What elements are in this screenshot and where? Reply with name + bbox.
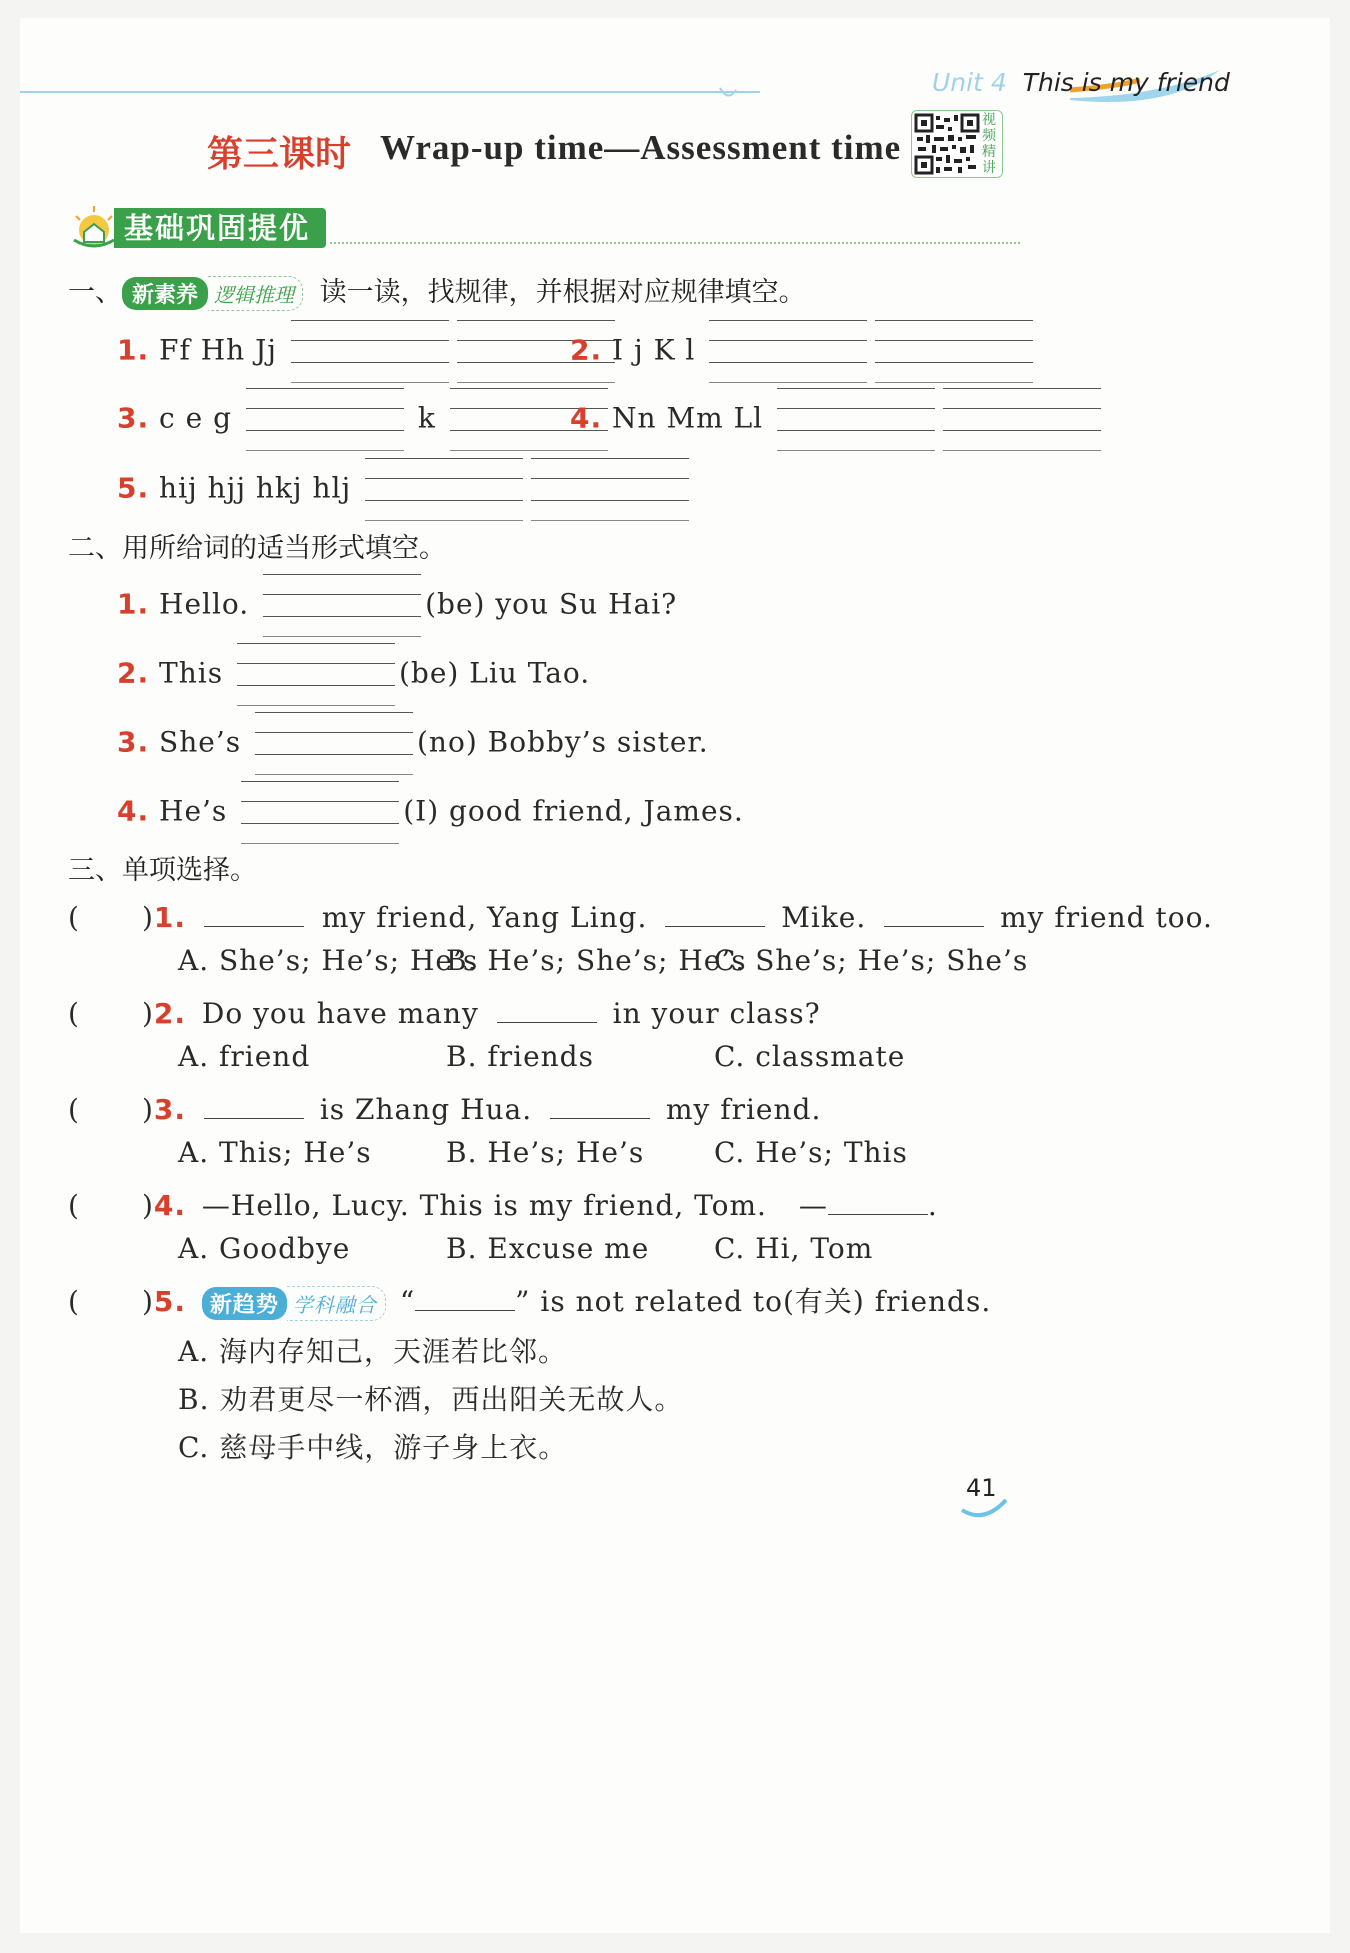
s3-q1-paren-open: ( [68, 901, 80, 934]
s2-item-1 [117, 574, 677, 638]
s3-q5-option-c[interactable]: C. 慈母手中线，游子身上衣。 [178, 1431, 568, 1464]
s2-item-2-blank[interactable] [237, 643, 395, 707]
s3-q4-blank[interactable] [828, 1184, 928, 1215]
s3-q3 [68, 1088, 821, 1126]
s3-q5 [68, 1280, 991, 1321]
s3-q1-paren-close: ) [141, 901, 154, 934]
s2-item-1-num: 1. [117, 587, 150, 621]
s3-q4-p2: — [798, 1189, 828, 1222]
s3-q3-paren-close: ) [141, 1093, 154, 1126]
s2-item-2-before: This [159, 656, 224, 690]
banner-divider [330, 242, 1020, 244]
s3-q2-paren-close: ) [141, 997, 154, 1030]
s2-item-1-after: (be) you Su Hai? [425, 587, 678, 621]
s3-q1-blank-2[interactable] [665, 896, 765, 927]
s3-q5-answer-slot[interactable] [80, 1281, 142, 1311]
worksheet-page [20, 18, 1330, 1933]
s1-item-5-blank-1[interactable] [365, 458, 523, 522]
s3-q3-paren-open: ( [68, 1093, 80, 1126]
section3-heading: 三、单项选择。 [68, 855, 257, 886]
s2-item-1-blank[interactable] [263, 574, 421, 638]
s3-q4-option-b[interactable]: B. Excuse me [446, 1232, 650, 1265]
s3-q2-answer-slot[interactable] [80, 993, 142, 1023]
s2-item-3-after: (no) Bobby’s sister. [417, 725, 709, 759]
s2-item-4-blank[interactable] [241, 781, 399, 845]
s3-q2-p1: Do you have many [201, 997, 479, 1030]
s3-q3-p1: is Zhang Hua. [319, 1093, 533, 1126]
s3-q5-paren-close: ) [141, 1285, 154, 1318]
section2-heading: 二、用所给词的适当形式填空。 [68, 533, 446, 564]
s1-item-4-text: Nn Mm Ll [612, 401, 764, 435]
s3-q4-paren-close: ) [141, 1189, 154, 1222]
section-banner [70, 208, 1020, 248]
s2-item-3 [117, 712, 709, 776]
s2-item-4 [117, 781, 744, 845]
s3-q1-p1: my friend, Yang Ling. [321, 901, 648, 934]
s1-item-3-blank-1[interactable] [246, 388, 404, 452]
s3-q4-answer-slot[interactable] [80, 1185, 142, 1215]
s1-item-2-text: I j K l [612, 333, 696, 367]
s3-q5-tag: 新趋势 [202, 1287, 287, 1320]
s3-q1-num: 1. [153, 901, 186, 934]
s3-q4-option-c[interactable]: C. Hi, Tom [714, 1232, 874, 1265]
s3-q3-blank-2[interactable] [550, 1088, 650, 1119]
section1-number: 一、 [68, 277, 122, 308]
s1-item-3-text: c e g [159, 401, 233, 435]
section1-tag: 新素养 [122, 277, 208, 310]
section1-tag-sub: 逻辑推理 [208, 276, 303, 311]
s3-q4-paren-open: ( [68, 1189, 80, 1222]
s3-q5-paren-open: ( [68, 1285, 80, 1318]
page-number-swoosh [960, 1496, 1010, 1520]
s3-q1-answer-slot[interactable] [80, 897, 142, 927]
s3-q1-blank-3[interactable] [884, 896, 984, 927]
s3-q1-option-c[interactable]: C. She’s; He’s; She’s [714, 944, 1029, 977]
s3-q2-option-a[interactable]: A. friend [178, 1040, 311, 1073]
s3-q5-num: 5. [153, 1285, 186, 1318]
s2-item-2-after: (be) Liu Tao. [398, 656, 591, 690]
s3-q3-p2: my friend. [665, 1093, 822, 1126]
s2-item-3-num: 3. [117, 725, 150, 759]
s3-q1-option-b[interactable]: B. He’s; She’s; He’s [446, 944, 747, 977]
s3-q5-blank[interactable] [415, 1280, 515, 1311]
s3-q5-open-quote: “ [399, 1285, 416, 1318]
section1-heading [68, 270, 806, 311]
s3-q4-option-a[interactable]: A. Goodbye [178, 1232, 351, 1265]
s3-q4 [68, 1184, 938, 1222]
s3-q2 [68, 992, 821, 1030]
qr-code-box[interactable] [911, 110, 1003, 178]
s3-q4-p3: . [927, 1189, 938, 1222]
s1-item-2-blank-2[interactable] [875, 320, 1033, 384]
s3-q2-option-c[interactable]: C. classmate [714, 1040, 906, 1073]
unit-label: Unit 4 [932, 68, 1007, 97]
s1-item-5 [117, 458, 693, 522]
qr-label: 视频精讲 [982, 112, 996, 176]
s3-q3-blank-1[interactable] [204, 1088, 304, 1119]
s1-item-4-blank-2[interactable] [943, 388, 1101, 452]
s3-q1-options [178, 944, 478, 977]
lesson-title-en: Wrap-up time—Assessment time [380, 128, 902, 167]
s3-q2-paren-open: ( [68, 997, 80, 1030]
sun-icon [70, 204, 118, 252]
s1-item-1-num: 1. [117, 333, 150, 367]
s3-q2-blank[interactable] [497, 992, 597, 1023]
s1-item-1 [117, 320, 619, 384]
s2-item-3-blank[interactable] [255, 712, 413, 776]
s3-q3-option-a[interactable]: A. This; He’s [178, 1136, 372, 1169]
s3-q1-p3: my friend too. [1000, 901, 1213, 934]
s2-item-4-after: (I) good friend, James. [403, 794, 744, 828]
s1-item-1-text: Ff Hh Jj [159, 333, 277, 367]
s2-item-4-before: He’s [159, 794, 228, 828]
s1-item-3-num: 3. [117, 401, 150, 435]
lesson-title-cn: 第三课时 [207, 133, 352, 175]
s2-item-2-num: 2. [117, 656, 150, 690]
s1-item-4-blank-1[interactable] [777, 388, 935, 452]
s2-item-3-before: She’s [159, 725, 242, 759]
s3-q3-option-b[interactable]: B. He’s; He’s [446, 1136, 645, 1169]
s1-item-4 [570, 388, 1105, 452]
s1-item-2-num: 2. [570, 333, 603, 367]
s3-q1-p2: Mike. [781, 901, 867, 934]
s3-q1-blank-1[interactable] [204, 896, 304, 927]
s3-q1-option-a[interactable]: A. She’s; He’s; He’s [178, 944, 479, 977]
s2-item-2 [117, 643, 590, 707]
s2-item-4-num: 4. [117, 794, 150, 828]
s3-q5-p1: ” is not related to(有关) friends. [515, 1285, 992, 1318]
s2-item-1-before: Hello. [159, 587, 250, 621]
s3-q5-option-b[interactable]: B. 劝君更尽一杯酒，西出阳关无故人。 [178, 1383, 684, 1416]
s3-q5-option-a[interactable]: A. 海内存知己，天涯若比邻。 [178, 1335, 568, 1368]
section1-instruction: 读一读，找规律，并根据对应规律填空。 [319, 277, 806, 308]
s3-q2-option-b[interactable]: B. friends [446, 1040, 594, 1073]
s3-q4-num: 4. [153, 1189, 186, 1222]
s1-item-1-blank-1[interactable] [291, 320, 449, 384]
s1-item-5-blank-2[interactable] [531, 458, 689, 522]
s3-q3-num: 3. [153, 1093, 186, 1126]
s1-item-4-num: 4. [570, 401, 603, 435]
qr-code-icon [914, 113, 980, 175]
s3-q4-p1: —Hello, Lucy. This is my friend, Tom. [201, 1189, 767, 1222]
s3-q1 [68, 896, 1213, 934]
s3-q2-num: 2. [153, 997, 186, 1030]
s3-q5-tag-sub: 学科融合 [287, 1286, 386, 1321]
s1-item-3-mid: k [417, 401, 436, 435]
s1-item-3 [117, 388, 612, 452]
banner-label: 基础巩固提优 [114, 208, 326, 248]
running-header [932, 68, 1230, 97]
unit-title: This is my friend [1022, 68, 1230, 97]
s3-q3-option-c[interactable]: C. He’s; This [714, 1136, 908, 1169]
s1-item-5-text: hij hjj hkj hlj [159, 471, 352, 505]
s3-q3-answer-slot[interactable] [80, 1089, 142, 1119]
s1-item-5-num: 5. [117, 471, 150, 505]
page-number: 41 [966, 1474, 997, 1502]
s1-item-2 [570, 320, 1037, 384]
s3-q2-p2: in your class? [612, 997, 821, 1030]
s1-item-2-blank-1[interactable] [709, 320, 867, 384]
